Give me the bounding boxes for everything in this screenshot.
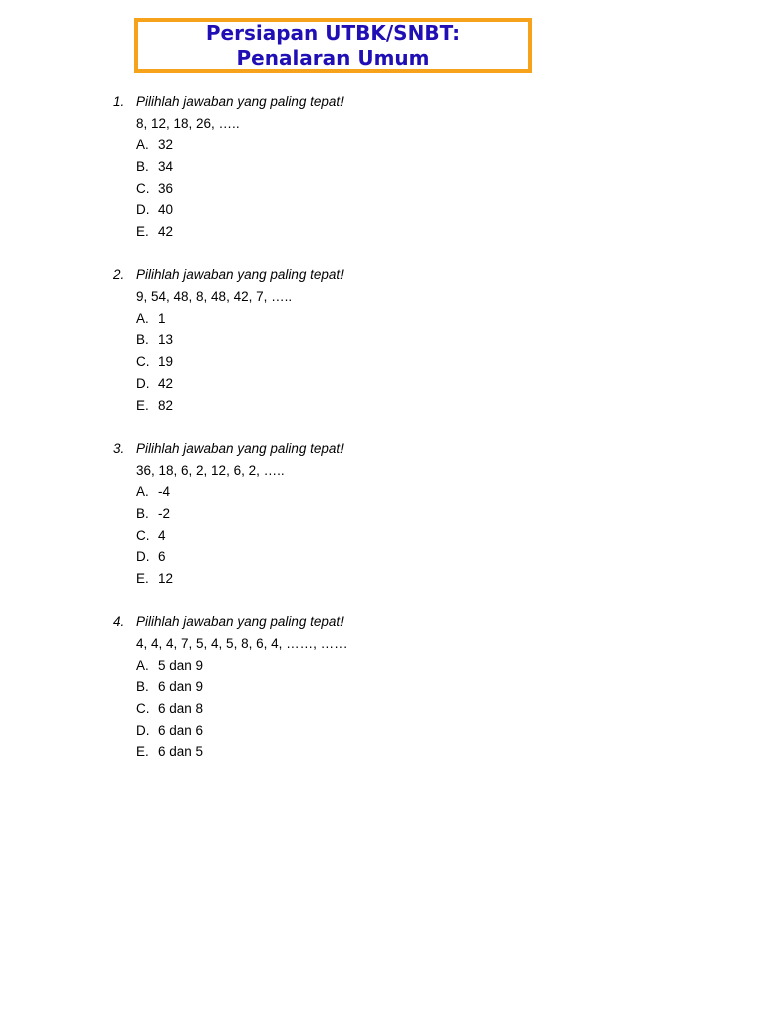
option-d bbox=[0, 720, 768, 742]
question-1 bbox=[0, 91, 768, 243]
question-instruction: Pilihlah jawaban yang paling tepat! bbox=[136, 94, 344, 109]
option-a bbox=[0, 655, 768, 677]
question-sequence: 36, 18, 6, 2, 12, 6, 2, ….. bbox=[136, 462, 285, 478]
option-c bbox=[0, 178, 768, 200]
option-text: 6 dan 6 bbox=[158, 722, 204, 738]
question-header bbox=[0, 438, 768, 460]
question-header bbox=[0, 91, 768, 113]
option-c bbox=[0, 525, 768, 547]
question-sequence-line bbox=[0, 286, 768, 308]
option-d bbox=[0, 546, 768, 568]
option-letter: A. bbox=[136, 137, 149, 153]
option-letter: D. bbox=[136, 375, 150, 391]
option-text: 4 bbox=[158, 527, 166, 543]
option-letter: C. bbox=[136, 700, 150, 716]
option-text: 12 bbox=[158, 570, 174, 586]
title-box bbox=[134, 18, 532, 73]
option-e bbox=[0, 395, 768, 417]
option-b bbox=[0, 676, 768, 698]
option-a bbox=[0, 134, 768, 156]
question-header bbox=[0, 264, 768, 286]
option-text: 1 bbox=[158, 310, 166, 326]
question-instruction: Pilihlah jawaban yang paling tepat! bbox=[136, 267, 344, 283]
option-text: 13 bbox=[158, 332, 174, 348]
option-text: -2 bbox=[158, 505, 171, 521]
option-text: 6 dan 9 bbox=[158, 679, 204, 695]
option-text: 42 bbox=[158, 224, 174, 240]
option-letter: D. bbox=[136, 202, 150, 218]
option-text: 6 dan 5 bbox=[158, 744, 204, 760]
option-b bbox=[0, 329, 768, 351]
option-text: 40 bbox=[158, 202, 174, 218]
question-sequence: 9, 54, 48, 8, 48, 42, 7, ….. bbox=[136, 289, 293, 305]
option-b bbox=[0, 156, 768, 178]
option-letter: B. bbox=[136, 679, 149, 695]
option-letter: A. bbox=[136, 657, 149, 673]
option-text: -4 bbox=[158, 484, 171, 500]
question-4 bbox=[0, 611, 768, 763]
question-sequence-line bbox=[0, 113, 768, 135]
option-b bbox=[0, 503, 768, 525]
option-letter: E. bbox=[136, 744, 149, 760]
option-text: 82 bbox=[158, 397, 174, 413]
option-text: 6 bbox=[158, 549, 166, 565]
option-letter: C. bbox=[136, 527, 150, 543]
option-letter: C. bbox=[136, 180, 150, 196]
question-2 bbox=[0, 264, 768, 416]
option-d bbox=[0, 373, 768, 395]
question-3 bbox=[0, 438, 768, 590]
option-letter: E. bbox=[136, 397, 149, 413]
question-number: 4. bbox=[113, 614, 125, 630]
question-header bbox=[0, 611, 768, 633]
option-letter: E. bbox=[136, 570, 149, 586]
question-sequence-line bbox=[0, 633, 768, 655]
question-instruction: Pilihlah jawaban yang paling tepat! bbox=[136, 440, 344, 456]
option-letter: D. bbox=[136, 722, 150, 738]
option-text: 5 dan 9 bbox=[158, 657, 204, 673]
page-title: Persiapan UTBK/SNBT: Penalaran Umum bbox=[205, 20, 461, 70]
option-c bbox=[0, 698, 768, 720]
option-letter: B. bbox=[136, 159, 149, 175]
question-instruction: Pilihlah jawaban yang paling tepat! bbox=[136, 614, 344, 630]
option-text: 42 bbox=[158, 375, 174, 391]
option-letter: C. bbox=[136, 354, 150, 370]
option-d bbox=[0, 199, 768, 221]
question-number: 2. bbox=[113, 267, 125, 283]
question-list bbox=[0, 91, 768, 785]
option-a bbox=[0, 308, 768, 330]
option-letter: E. bbox=[136, 224, 149, 240]
option-letter: A. bbox=[136, 310, 149, 326]
question-number: 1. bbox=[113, 94, 125, 109]
question-sequence-line bbox=[0, 460, 768, 482]
option-c bbox=[0, 351, 768, 373]
option-text: 34 bbox=[158, 159, 174, 175]
option-text: 6 dan 8 bbox=[158, 700, 204, 716]
option-letter: B. bbox=[136, 505, 149, 521]
option-letter: A. bbox=[136, 484, 149, 500]
option-text: 19 bbox=[158, 354, 174, 370]
option-letter: D. bbox=[136, 549, 150, 565]
option-e bbox=[0, 741, 768, 763]
question-number: 3. bbox=[113, 440, 125, 456]
option-text: 36 bbox=[158, 180, 174, 196]
question-sequence: 4, 4, 4, 7, 5, 4, 5, 8, 6, 4, ……, …… bbox=[136, 635, 348, 651]
option-text: 32 bbox=[158, 137, 174, 153]
option-e bbox=[0, 221, 768, 243]
question-sequence: 8, 12, 18, 26, ….. bbox=[136, 115, 240, 131]
option-a bbox=[0, 481, 768, 503]
option-e bbox=[0, 568, 768, 590]
option-letter: B. bbox=[136, 332, 149, 348]
